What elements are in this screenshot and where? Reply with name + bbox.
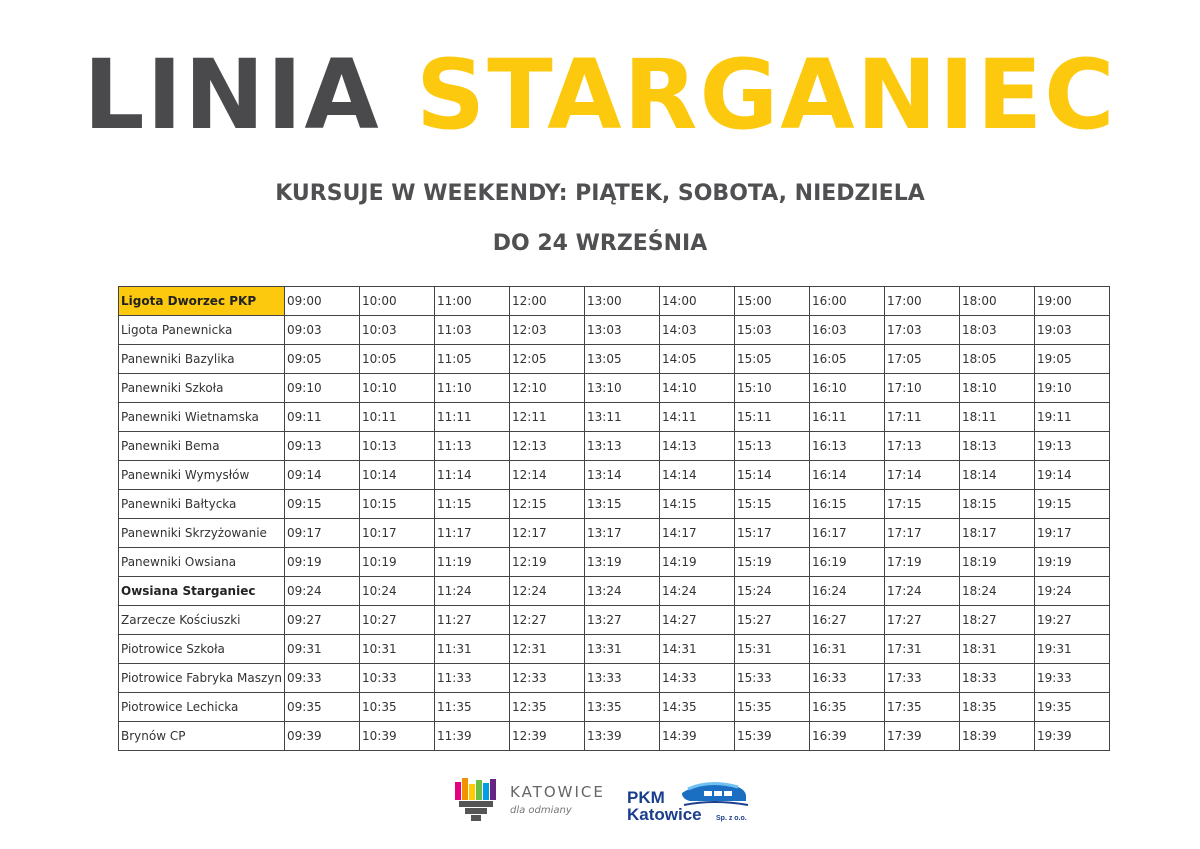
departure-time: 18:14 xyxy=(960,461,1035,490)
departure-time: 19:39 xyxy=(1035,722,1110,751)
departure-time: 15:05 xyxy=(735,345,810,374)
departure-time: 09:10 xyxy=(285,374,360,403)
stop-name: Panewniki Bałtycka xyxy=(119,490,285,519)
stop-name: Piotrowice Fabryka Maszyn xyxy=(119,664,285,693)
departure-time: 12:03 xyxy=(510,316,585,345)
departure-time: 11:03 xyxy=(435,316,510,345)
departure-time: 12:33 xyxy=(510,664,585,693)
departure-time: 11:10 xyxy=(435,374,510,403)
departure-time: 16:10 xyxy=(810,374,885,403)
departure-time: 15:19 xyxy=(735,548,810,577)
departure-time: 10:14 xyxy=(360,461,435,490)
title-linia: LINIA xyxy=(83,39,381,151)
departure-time: 10:24 xyxy=(360,577,435,606)
departure-time: 13:03 xyxy=(585,316,660,345)
departure-time: 13:19 xyxy=(585,548,660,577)
departure-time: 10:05 xyxy=(360,345,435,374)
departure-time: 18:15 xyxy=(960,490,1035,519)
departure-time: 16:17 xyxy=(810,519,885,548)
title-starganiec: STARGANIEC xyxy=(416,39,1117,151)
departure-time: 16:24 xyxy=(810,577,885,606)
table-row xyxy=(119,548,1110,577)
departure-time: 15:10 xyxy=(735,374,810,403)
departure-time: 19:33 xyxy=(1035,664,1110,693)
departure-time: 13:11 xyxy=(585,403,660,432)
departure-time: 11:33 xyxy=(435,664,510,693)
departure-time: 09:00 xyxy=(285,287,360,316)
departure-time: 14:15 xyxy=(660,490,735,519)
departure-time: 12:15 xyxy=(510,490,585,519)
stop-name: Panewniki Wietnamska xyxy=(119,403,285,432)
schedule-validity: DO 24 WRZEŚNIA xyxy=(492,231,708,256)
departure-time: 11:00 xyxy=(435,287,510,316)
stop-name: Panewniki Owsiana xyxy=(119,548,285,577)
pkm-line1: PKM xyxy=(627,788,665,807)
departure-time: 10:10 xyxy=(360,374,435,403)
departure-time: 17:14 xyxy=(885,461,960,490)
departure-time: 13:05 xyxy=(585,345,660,374)
table-row xyxy=(119,287,1110,316)
departure-time: 11:31 xyxy=(435,635,510,664)
table-row xyxy=(119,635,1110,664)
departure-time: 15:39 xyxy=(735,722,810,751)
departure-time: 09:05 xyxy=(285,345,360,374)
departure-time: 10:00 xyxy=(360,287,435,316)
stop-name: Ligota Dworzec PKP xyxy=(119,287,285,316)
departure-time: 18:17 xyxy=(960,519,1035,548)
departure-time: 15:33 xyxy=(735,664,810,693)
stop-name: Panewniki Skrzyżowanie xyxy=(119,519,285,548)
departure-time: 13:35 xyxy=(585,693,660,722)
departure-time: 19:31 xyxy=(1035,635,1110,664)
departure-time: 14:11 xyxy=(660,403,735,432)
departure-time: 16:33 xyxy=(810,664,885,693)
departure-time: 15:13 xyxy=(735,432,810,461)
departure-time: 19:27 xyxy=(1035,606,1110,635)
departure-time: 13:39 xyxy=(585,722,660,751)
departure-time: 19:13 xyxy=(1035,432,1110,461)
departure-time: 15:24 xyxy=(735,577,810,606)
departure-time: 15:15 xyxy=(735,490,810,519)
departure-time: 11:39 xyxy=(435,722,510,751)
departure-time: 12:31 xyxy=(510,635,585,664)
departure-time: 14:35 xyxy=(660,693,735,722)
departure-time: 16:00 xyxy=(810,287,885,316)
departure-time: 17:10 xyxy=(885,374,960,403)
departure-time: 14:05 xyxy=(660,345,735,374)
departure-time: 15:00 xyxy=(735,287,810,316)
departure-time: 09:19 xyxy=(285,548,360,577)
departure-time: 19:24 xyxy=(1035,577,1110,606)
timetable xyxy=(118,286,1110,751)
stop-name: Panewniki Bazylika xyxy=(119,345,285,374)
departure-time: 18:19 xyxy=(960,548,1035,577)
departure-time: 17:33 xyxy=(885,664,960,693)
departure-time: 19:05 xyxy=(1035,345,1110,374)
departure-time: 13:17 xyxy=(585,519,660,548)
departure-time: 16:05 xyxy=(810,345,885,374)
departure-time: 15:14 xyxy=(735,461,810,490)
departure-time: 10:03 xyxy=(360,316,435,345)
pkm-company-suffix: Sp. z o.o. xyxy=(716,815,747,822)
table-row xyxy=(119,432,1110,461)
departure-time: 16:39 xyxy=(810,722,885,751)
katowice-tagline: dla odmiany xyxy=(510,805,572,816)
departure-time: 19:10 xyxy=(1035,374,1110,403)
departure-time: 16:19 xyxy=(810,548,885,577)
departure-time: 18:27 xyxy=(960,606,1035,635)
departure-time: 09:24 xyxy=(285,577,360,606)
schedule-days: KURSUJE W WEEKENDY: PIĄTEK, SOBOTA, NIEDZIELA xyxy=(275,181,925,206)
departure-time: 15:31 xyxy=(735,635,810,664)
departure-time: 19:14 xyxy=(1035,461,1110,490)
departure-time: 15:27 xyxy=(735,606,810,635)
departure-time: 12:35 xyxy=(510,693,585,722)
departure-time: 16:14 xyxy=(810,461,885,490)
departure-time: 10:31 xyxy=(360,635,435,664)
departure-time: 16:27 xyxy=(810,606,885,635)
departure-time: 17:17 xyxy=(885,519,960,548)
departure-time: 13:00 xyxy=(585,287,660,316)
departure-time: 16:31 xyxy=(810,635,885,664)
departure-time: 12:14 xyxy=(510,461,585,490)
departure-time: 18:24 xyxy=(960,577,1035,606)
departure-time: 18:33 xyxy=(960,664,1035,693)
departure-time: 18:10 xyxy=(960,374,1035,403)
departure-time: 17:31 xyxy=(885,635,960,664)
departure-time: 18:39 xyxy=(960,722,1035,751)
departure-time: 17:19 xyxy=(885,548,960,577)
departure-time: 09:15 xyxy=(285,490,360,519)
katowice-name: KATOWICE xyxy=(510,783,605,801)
departure-time: 11:13 xyxy=(435,432,510,461)
departure-time: 10:13 xyxy=(360,432,435,461)
departure-time: 13:33 xyxy=(585,664,660,693)
departure-time: 10:19 xyxy=(360,548,435,577)
departure-time: 11:14 xyxy=(435,461,510,490)
stop-name: Panewniki Wymysłów xyxy=(119,461,285,490)
departure-time: 19:19 xyxy=(1035,548,1110,577)
stop-name: Panewniki Bema xyxy=(119,432,285,461)
departure-time: 14:24 xyxy=(660,577,735,606)
table-row xyxy=(119,316,1110,345)
departure-time: 11:05 xyxy=(435,345,510,374)
departure-time: 10:39 xyxy=(360,722,435,751)
departure-time: 14:19 xyxy=(660,548,735,577)
timetable-body xyxy=(119,287,1110,751)
table-row xyxy=(119,606,1110,635)
departure-time: 18:00 xyxy=(960,287,1035,316)
departure-time: 17:13 xyxy=(885,432,960,461)
departure-time: 18:11 xyxy=(960,403,1035,432)
departure-time: 14:31 xyxy=(660,635,735,664)
stop-name: Piotrowice Lechicka xyxy=(119,693,285,722)
departure-time: 11:11 xyxy=(435,403,510,432)
departure-time: 12:10 xyxy=(510,374,585,403)
departure-time: 10:35 xyxy=(360,693,435,722)
departure-time: 13:24 xyxy=(585,577,660,606)
departure-time: 18:05 xyxy=(960,345,1035,374)
footer-logos xyxy=(0,775,1200,835)
departure-time: 14:00 xyxy=(660,287,735,316)
departure-time: 14:27 xyxy=(660,606,735,635)
departure-time: 18:35 xyxy=(960,693,1035,722)
departure-time: 13:10 xyxy=(585,374,660,403)
departure-time: 09:03 xyxy=(285,316,360,345)
departure-time: 11:27 xyxy=(435,606,510,635)
stop-name: Panewniki Szkoła xyxy=(119,374,285,403)
departure-time: 12:11 xyxy=(510,403,585,432)
departure-time: 09:13 xyxy=(285,432,360,461)
departure-time: 09:39 xyxy=(285,722,360,751)
departure-time: 17:00 xyxy=(885,287,960,316)
departure-time: 19:17 xyxy=(1035,519,1110,548)
page-title xyxy=(0,40,1200,150)
departure-time: 14:14 xyxy=(660,461,735,490)
departure-time: 14:33 xyxy=(660,664,735,693)
departure-time: 19:15 xyxy=(1035,490,1110,519)
table-row xyxy=(119,722,1110,751)
departure-time: 10:15 xyxy=(360,490,435,519)
departure-time: 17:39 xyxy=(885,722,960,751)
departure-time: 10:17 xyxy=(360,519,435,548)
departure-time: 14:03 xyxy=(660,316,735,345)
departure-time: 12:27 xyxy=(510,606,585,635)
stop-name: Owsiana Starganiec xyxy=(119,577,285,606)
departure-time: 12:00 xyxy=(510,287,585,316)
pkm-line2: Katowice xyxy=(627,805,702,824)
departure-time: 15:03 xyxy=(735,316,810,345)
table-row xyxy=(119,345,1110,374)
departure-time: 16:13 xyxy=(810,432,885,461)
departure-time: 09:27 xyxy=(285,606,360,635)
table-row xyxy=(119,490,1110,519)
stop-name: Piotrowice Szkoła xyxy=(119,635,285,664)
departure-time: 17:27 xyxy=(885,606,960,635)
departure-time: 19:11 xyxy=(1035,403,1110,432)
departure-time: 12:05 xyxy=(510,345,585,374)
departure-time: 17:15 xyxy=(885,490,960,519)
departure-time: 10:11 xyxy=(360,403,435,432)
departure-time: 19:35 xyxy=(1035,693,1110,722)
departure-time: 17:03 xyxy=(885,316,960,345)
departure-time: 11:24 xyxy=(435,577,510,606)
table-row xyxy=(119,664,1110,693)
departure-time: 09:35 xyxy=(285,693,360,722)
departure-time: 09:14 xyxy=(285,461,360,490)
departure-time: 17:11 xyxy=(885,403,960,432)
departure-time: 13:31 xyxy=(585,635,660,664)
stop-name: Zarzecze Kościuszki xyxy=(119,606,285,635)
katowice-logo-icon xyxy=(455,778,499,828)
departure-time: 14:39 xyxy=(660,722,735,751)
departure-time: 18:13 xyxy=(960,432,1035,461)
table-row xyxy=(119,577,1110,606)
departure-time: 10:33 xyxy=(360,664,435,693)
table-row xyxy=(119,374,1110,403)
departure-time: 10:27 xyxy=(360,606,435,635)
departure-time: 17:05 xyxy=(885,345,960,374)
table-row xyxy=(119,461,1110,490)
departure-time: 12:19 xyxy=(510,548,585,577)
departure-time: 14:17 xyxy=(660,519,735,548)
departure-time: 09:31 xyxy=(285,635,360,664)
departure-time: 12:39 xyxy=(510,722,585,751)
departure-time: 11:19 xyxy=(435,548,510,577)
departure-time: 15:17 xyxy=(735,519,810,548)
departure-time: 16:03 xyxy=(810,316,885,345)
table-row xyxy=(119,519,1110,548)
departure-time: 16:11 xyxy=(810,403,885,432)
departure-time: 18:03 xyxy=(960,316,1035,345)
departure-time: 13:13 xyxy=(585,432,660,461)
pkm-wordmark xyxy=(627,789,702,823)
departure-time: 12:13 xyxy=(510,432,585,461)
departure-time: 12:17 xyxy=(510,519,585,548)
departure-time: 13:15 xyxy=(585,490,660,519)
departure-time: 13:14 xyxy=(585,461,660,490)
departure-time: 17:24 xyxy=(885,577,960,606)
departure-time: 19:03 xyxy=(1035,316,1110,345)
departure-time: 17:35 xyxy=(885,693,960,722)
departure-time: 11:35 xyxy=(435,693,510,722)
departure-time: 09:11 xyxy=(285,403,360,432)
departure-time: 11:17 xyxy=(435,519,510,548)
departure-time: 19:00 xyxy=(1035,287,1110,316)
departure-time: 09:33 xyxy=(285,664,360,693)
departure-time: 09:17 xyxy=(285,519,360,548)
stop-name: Brynów CP xyxy=(119,722,285,751)
table-row xyxy=(119,403,1110,432)
departure-time: 15:35 xyxy=(735,693,810,722)
departure-time: 16:15 xyxy=(810,490,885,519)
departure-time: 15:11 xyxy=(735,403,810,432)
table-row xyxy=(119,693,1110,722)
departure-time: 13:27 xyxy=(585,606,660,635)
departure-time: 18:31 xyxy=(960,635,1035,664)
departure-time: 11:15 xyxy=(435,490,510,519)
stop-name: Ligota Panewnicka xyxy=(119,316,285,345)
departure-time: 16:35 xyxy=(810,693,885,722)
departure-time: 14:10 xyxy=(660,374,735,403)
departure-time: 14:13 xyxy=(660,432,735,461)
departure-time: 12:24 xyxy=(510,577,585,606)
